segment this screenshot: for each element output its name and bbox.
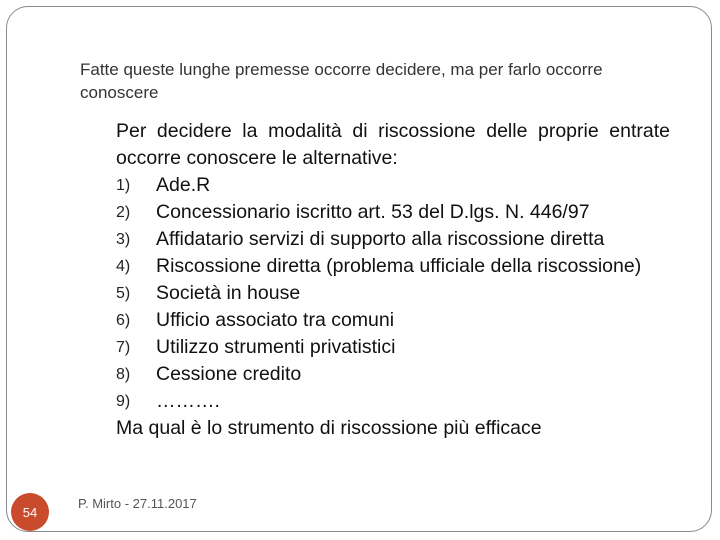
list-item-text: Ufficio associato tra comuni xyxy=(156,309,395,331)
list-item xyxy=(116,199,670,226)
footer-text: P. Mirto - 27.11.2017 xyxy=(78,496,197,511)
list-item-number: 8) xyxy=(116,366,131,383)
list-item-text: Ade.R xyxy=(156,174,211,196)
alternatives-list xyxy=(116,172,670,415)
list-item-number: 3) xyxy=(116,231,131,248)
list-item-number: 4) xyxy=(116,258,131,275)
list-item-number: 5) xyxy=(116,285,131,302)
list-item-text: Società in house xyxy=(156,282,301,304)
conclusion-text: Ma qual è lo strumento di riscossione più efficace xyxy=(116,417,542,439)
slide-title: Fatte queste lunghe premesse occorre decidere, ma per farlo occorre conoscere xyxy=(80,60,603,102)
list-item-text: Riscossione diretta (problema ufficiale della riscossione) xyxy=(156,255,642,277)
list-item-text: ………. xyxy=(156,390,220,412)
list-item-number: 2) xyxy=(116,204,131,221)
list-item xyxy=(116,334,670,361)
list-item xyxy=(116,253,670,280)
list-item-number: 7) xyxy=(116,339,131,356)
page-number: 54 xyxy=(22,504,38,520)
list-item xyxy=(116,172,670,199)
list-item xyxy=(116,307,670,334)
intro-text: Per decidere la modalità di riscossione delle proprie entrate occorre conoscere le alternative: xyxy=(116,120,670,169)
list-item xyxy=(116,361,670,388)
list-item xyxy=(116,226,670,253)
page-number-badge xyxy=(11,493,49,531)
list-item-text: Concessionario iscritto art. 53 del D.lgs. N. 446/97 xyxy=(156,201,590,223)
list-item xyxy=(116,388,670,415)
list-item-text: Cessione credito xyxy=(156,363,302,385)
list-item-text: Affidatario servizi di supporto alla riscossione diretta xyxy=(156,228,605,250)
list-item xyxy=(116,280,670,307)
slide-body xyxy=(116,118,670,442)
list-item-number: 6) xyxy=(116,312,131,329)
list-item-text: Utilizzo strumenti privatistici xyxy=(156,336,396,358)
list-item-number: 9) xyxy=(116,393,131,410)
list-item-number: 1) xyxy=(116,177,131,194)
